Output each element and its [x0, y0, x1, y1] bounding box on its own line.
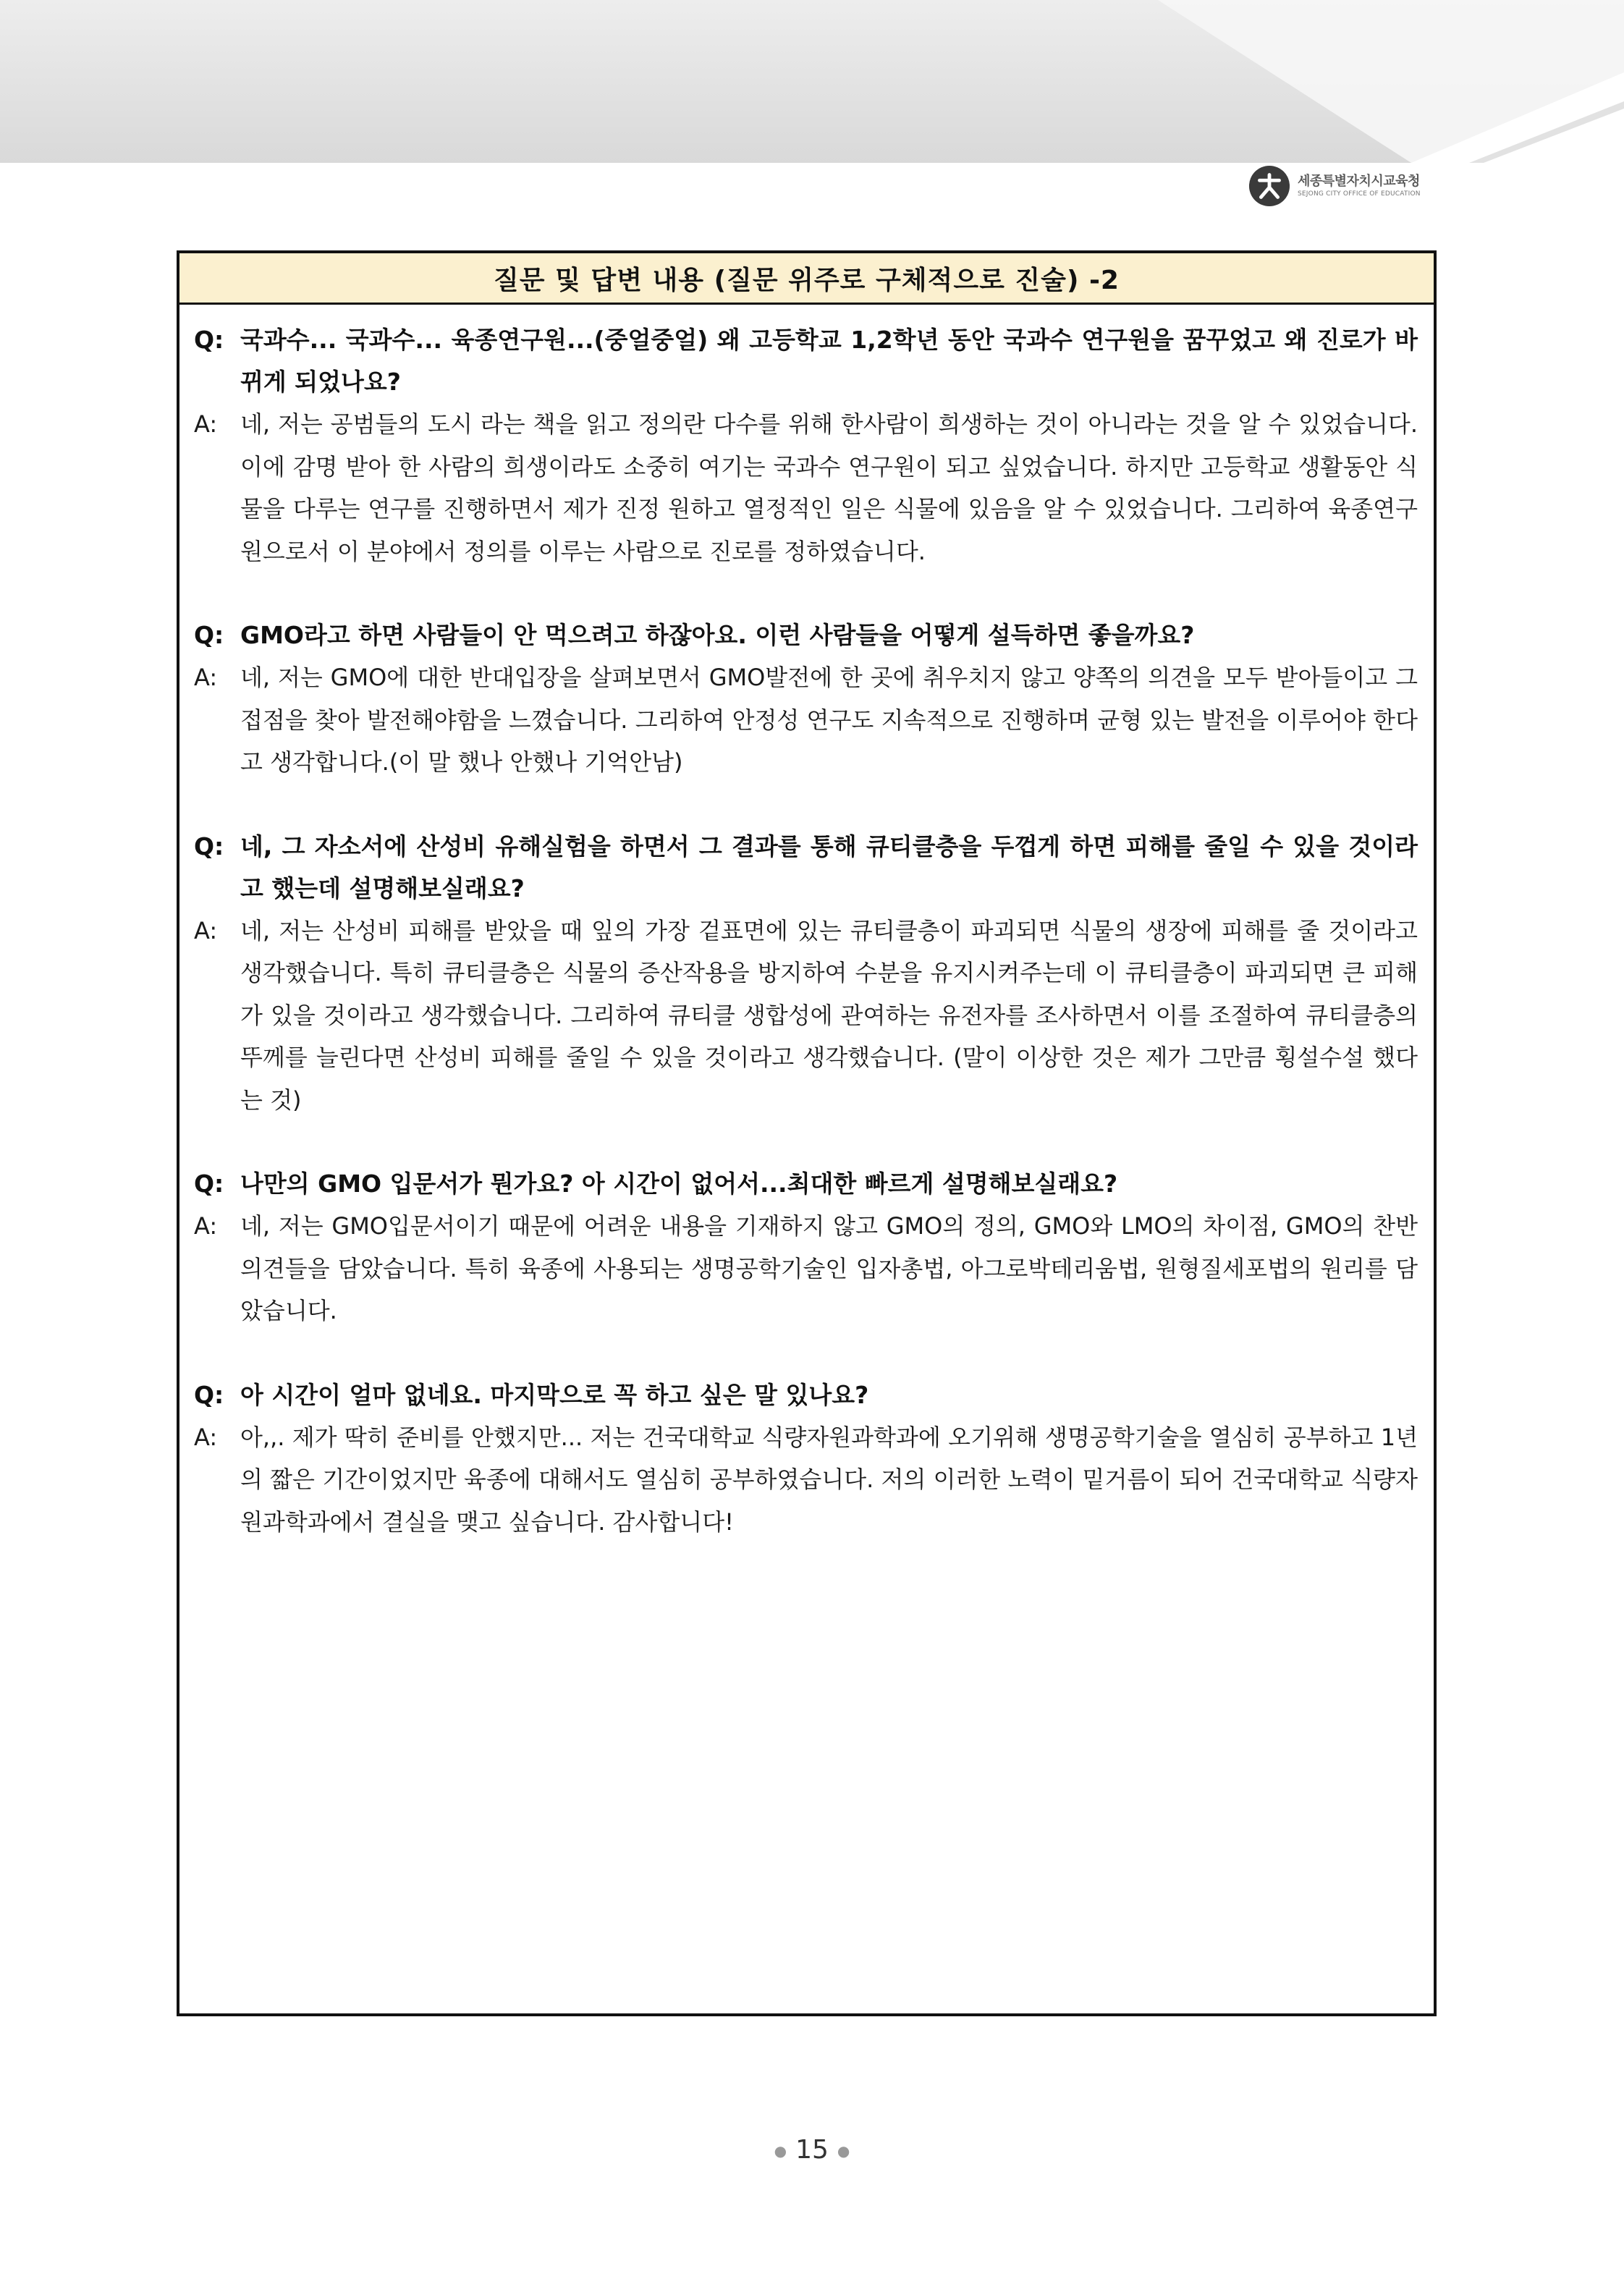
question	[194, 1374, 1418, 1416]
question-label: Q:	[194, 1380, 224, 1409]
office-logo	[1248, 165, 1421, 207]
qa-item	[194, 614, 1418, 784]
answer	[194, 1205, 1418, 1332]
sejong-emblem-icon	[1248, 165, 1290, 207]
qa-list	[179, 305, 1434, 1543]
question-text: 국과수... 국과수... 육종연구원...(중얼중얼) 왜 고등학교 1,2학년 동안 국과수 연구원을 꿈꾸었고 왜 진로가 바뀌게 되었나요?	[240, 326, 1418, 396]
answer-text: 네, 저는 공범들의 도시 라는 책을 읽고 정의란 다수를 위해 한사람이 희생하는 것이 아니라는 것을 알 수 있었습니다. 이에 감명 받아 한 사람의 희생이라도 소중히 여기는 국과수 연구원이 되고 싶었습니다. 하지만 고등학교 생활동안 식물을 다루는 연구를 진행하면서 제가 진정 원하고 열정적인 일은 식물에 있음을 알 수 있었습니다. 그리하여 육종연구원으로서 이 분야에서 정의를 이루는 사람으로 진로를 정하였습니다.	[240, 410, 1418, 565]
answer-label: A:	[194, 410, 218, 438]
qa-item	[194, 319, 1418, 572]
bullet-dot-icon: ●	[774, 2142, 787, 2160]
answer-text: 아,,. 제가 딱히 준비를 안했지만... 저는 건국대학교 식량자원과학과에 오기위해 생명공학기술을 열심히 공부하고 1년의 짧은 기간이었지만 육종에 대해서도 열심히 공부하였습니다. 저의 이러한 노력이 밑거름이 되어 건국대학교 식량자원과학과에서 결실을 맺고 싶습니다. 감사합니다!	[240, 1423, 1418, 1536]
answer	[194, 656, 1418, 784]
question-label: Q:	[194, 1170, 224, 1198]
question	[194, 614, 1418, 656]
answer-label: A:	[194, 664, 218, 691]
answer-text: 네, 저는 GMO에 대한 반대입장을 살펴보면서 GMO발전에 한 곳에 취우치지 않고 양쪽의 의견을 모두 받아들이고 그 접점을 찾아 발전해야함을 느꼈습니다. 그리하여 안정성 연구도 지속적으로 진행하며 균형 있는 발전을 이루어야 한다고 생각합니다.(이 말 했나 안했나 기억안남)	[240, 664, 1418, 776]
question	[194, 1163, 1418, 1205]
answer-label: A:	[194, 916, 218, 944]
question-text: GMO라고 하면 사람들이 안 먹으려고 하잖아요. 이런 사람들을 어떻게 설득하면 좋을까요?	[240, 621, 1195, 649]
question-text: 네, 그 자소서에 산성비 유해실험을 하면서 그 결과를 통해 큐티클층을 두껍게 하면 피해를 줄일 수 있을 것이라고 했는데 설명해보실래요?	[240, 832, 1418, 902]
page-number: 15	[795, 2135, 829, 2165]
qa-box-title: 질문 및 답변 내용 (질문 위주로 구체적으로 진술) -2	[179, 253, 1434, 305]
bullet-dot-icon: ●	[837, 2142, 850, 2160]
question	[194, 319, 1418, 403]
question-label: Q:	[194, 832, 224, 861]
qa-box	[177, 250, 1437, 2016]
qa-item	[194, 1374, 1418, 1544]
answer-text: 네, 저는 GMO입문서이기 때문에 어려운 내용을 기재하지 않고 GMO의 정의, GMO와 LMO의 차이점, GMO의 찬반의견들을 담았습니다. 특히 육종에 사용되는 생명공학기술인 입자총법, 아그로박테리움법, 원형질세포법의 원리를 담았습니다.	[240, 1212, 1418, 1324]
page-footer	[0, 2135, 1624, 2165]
answer	[194, 910, 1418, 1122]
top-banner	[0, 0, 1624, 163]
question-text: 아 시간이 얼마 없네요. 마지막으로 꼭 하고 싶은 말 있나요?	[240, 1380, 869, 1409]
answer-label: A:	[194, 1423, 218, 1451]
question	[194, 826, 1418, 910]
answer	[194, 403, 1418, 572]
question-text: 나만의 GMO 입문서가 뭔가요? 아 시간이 없어서...최대한 빠르게 설명해보실래요?	[240, 1170, 1118, 1198]
question-label: Q:	[194, 326, 224, 354]
answer	[194, 1416, 1418, 1544]
qa-item	[194, 826, 1418, 1122]
answer-text: 네, 저는 산성비 피해를 받았을 때 잎의 가장 겉표면에 있는 큐티클층이 파괴되면 식물의 생장에 피해를 줄 것이라고 생각했습니다. 특히 큐티클층은 식물의 증산작용을 방지하여 수분을 유지시켜주는데 이 큐티클층이 파괴되면 큰 피해가 있을 것이라고 생각했습니다. 그리하여 큐티클 생합성에 관여하는 유전자를 조사하면서 이를 조절하여 큐티클층의 뚜께를 늘린다면 산성비 피해를 줄일 수 있을 것이라고 생각했습니다. (말이 이상한 것은 제가 그만큼 횡설수설 했다는 것)	[240, 916, 1418, 1114]
question-label: Q:	[194, 621, 224, 649]
office-name-en: SEJONG CITY OFFICE OF EDUCATION	[1298, 190, 1421, 198]
qa-item	[194, 1163, 1418, 1332]
office-name-kr: 세종특별자치시교육청	[1298, 173, 1420, 189]
answer-label: A:	[194, 1212, 218, 1240]
